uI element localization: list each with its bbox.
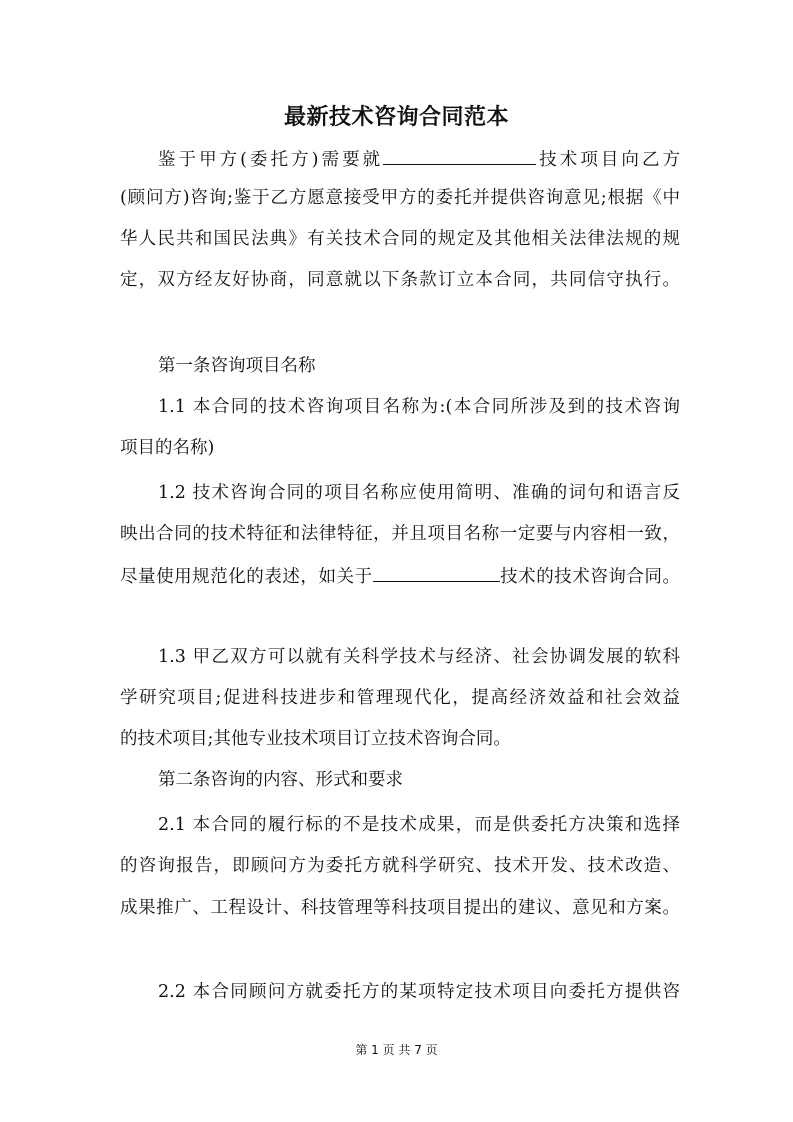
intro-line-2: (顾问方)咨询;鉴于乙方愿意接受甲方的委托并提供咨询意见;根据《中 xyxy=(120,188,680,208)
article-2-heading: 第二条咨询的内容、形式和要求 xyxy=(158,770,403,790)
page-number-footer: 第 1 页 共 7 页 xyxy=(355,1043,438,1057)
intro-text: 技术项目向乙方 xyxy=(536,150,680,170)
clause-2-1-line-3: 成果推广、工程设计、科技管理等科技项目提出的建议、意见和方案。 xyxy=(120,898,680,918)
clause-text: 技术的技术咨询合同。 xyxy=(499,567,681,587)
intro-line-3: 华人民共和国民法典》有关技术合同的规定及其他相关法律法规的规 xyxy=(120,229,680,249)
clause-1-1-line-1: 1.1 本合同的技术咨询项目名称为:(本合同所涉及到的技术咨询 xyxy=(158,397,680,417)
fill-in-blank-technology[interactable] xyxy=(373,563,500,582)
intro-text: 鉴于甲方(委托方)需要就 xyxy=(158,150,384,170)
intro-line-4: 定，双方经友好协商，同意就以下条款订立本合同，共同信守执行。 xyxy=(120,270,680,290)
clause-1-3-line-1: 1.3 甲乙双方可以就有关科学技术与经济、社会协调发展的软科 xyxy=(158,647,680,667)
clause-text: 尽量使用规范化的表述，如关于 xyxy=(120,567,373,587)
clause-1-3-line-3: 的技术项目;其他专业技术项目订立技术咨询合同。 xyxy=(120,729,511,749)
intro-line-1 xyxy=(158,146,680,172)
clause-2-1-line-1: 2.1 本合同的履行标的不是技术成果，而是供委托方决策和选择 xyxy=(158,815,680,835)
clause-1-3-line-2: 学研究项目;促进科技进步和管理现代化，提高经济效益和社会效益 xyxy=(120,688,680,708)
clause-2-2-line-1: 2.2 本合同顾问方就委托方的某项特定技术项目向委托方提供咨 xyxy=(158,982,680,1002)
clause-2-1-line-2: 的咨询报告，即顾问方为委托方就科学研究、技术开发、技术改造、 xyxy=(120,856,680,876)
clause-1-2-line-1: 1.2 技术咨询合同的项目名称应使用简明、准确的词句和语言反 xyxy=(158,483,680,503)
clause-1-1-line-2: 项目的名称) xyxy=(120,438,215,458)
clause-1-2-line-3 xyxy=(120,563,680,589)
article-1-heading: 第一条咨询项目名称 xyxy=(158,356,316,376)
clause-1-2-line-2: 映出合同的技术特征和法律特征，并且项目名称一定要与内容相一致， xyxy=(120,524,680,544)
fill-in-blank-project[interactable] xyxy=(383,146,536,165)
document-title: 最新技术咨询合同范本 xyxy=(283,104,509,130)
